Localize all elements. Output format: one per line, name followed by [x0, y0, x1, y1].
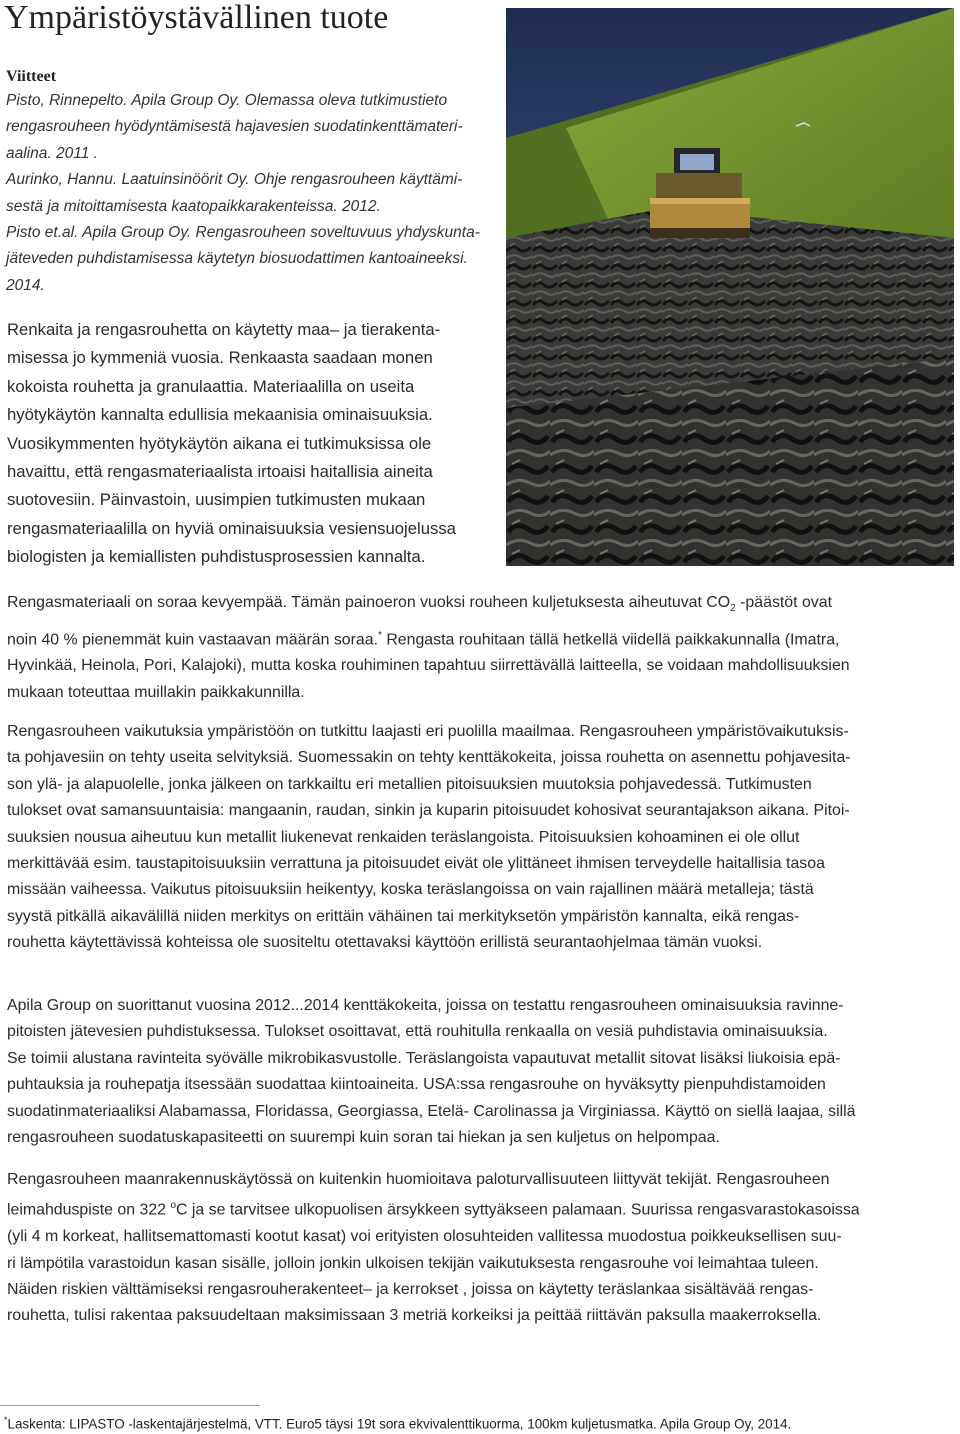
reference-item: Aurinko, Hannu. Laatuinsinöörit Oy. Ohje rengasrouheen käyttämi- sestä ja mitoittamisesta kaatopaikkarakenteissa. 2012. — [6, 171, 463, 215]
paragraph-field-tests: Apila Group on suorittanut vuosina 2012...2014 kenttäkokeita, joissa on testattu rengasrouheen ominaisuuksia ravinne- pitoisten jätevesien puhdistuksessa. Tulokset osoittavat, että rouhitulla renkaalla on vesiä puhdistavia ominaisuuksia. Se toimii alustana ravinteita syövälle mikrobikasvustolle. Teräslangoista vapautuvat metallit sitovat lisäksi liukoisia epä- puhtauksia ja rouhepatja itsessään suodattaa kiintoaineita. USA:ssa rengasrouhe on hyväksytty pienpuhdistamoiden suodatinmateriaaliksi Alabamassa, Floridassa, Georgiassa, Etelä- Carolinassa ja Virginiassa. Käyttö on siellä laajaa, sillä rengasrouheen suodatuskapasiteetti on suurempi kuin soran tai hiekan ja sen kuljetus on helpompaa. — [7, 997, 856, 1147]
paragraph-environmental-impact: Rengasrouheen vaikutuksia ympäristöön on tutkittu laajasti eri puolilla maailmaa. Rengasrouheen ympäristövaikutuksis- ta pohjavesiin on tehty useita selvityksiä. Suomessakin on tehty kenttäkokeita, joissa rouhetta on asennettu pohjavesita- son ylä- ja alapuolelle, jonka jälkeen on tarkkailtu eri metallien pitoisuuksien muutoksia pohjavedessä. Tutkimusten tulokset ovat samansuuntaisia: mangaanin, raudan, sinkin ja kuparin pitoisuudet kohosivat seurantajakson aikana. Pitoi- suuksien nousua aiheutuu kun metallit liukenevat renkaiden teräslangoista. Pitoisuuksien kohoaminen ei ole ollut merkittävää esim. taustapitoisuuksiin verrattuna ja pitoisuudet eivät ole ylittäneet ihmisen terveydelle haitallisia tasoa missään vaiheessa. Vaikutus pitoisuuksiin heikentyy, koska teräslangoissa on vain rajallinen määrä metalleja; tästä syystä pitkällä aikavälillä niiden merkitys on erittäin vähäinen tai merkityksetön ympäristön kannalta, eikä rengas- rouhetta käytettävissä kohteissa ole suositeltu otettavaksi käyttöön erillistä seurantaohjelmaa tämän vuoksi. — [7, 723, 851, 952]
reference-item: Pisto et.al. Apila Group Oy. Rengasrouheen soveltuvuus yhdyskunta- jäteveden puhdistamisessa käytetyn biosuodattimen kantoaineeksi. 2014. — [6, 224, 480, 294]
tire-shred-bulldozer-photo — [506, 8, 954, 566]
references-heading: Viitteet — [6, 68, 57, 85]
paragraph-lightweight: Rengasmateriaali on soraa kevyempää. Tämän painoeron vuoksi rouheen kuljetuksesta aiheutuvat $CO_2$ -päästöt ovat noin 40 % pienemmät kuin vastaavan määrän soraa.* Rengasta rouhitaan tällä hetkellä viidellä paikkakunnalla (Imatra, Hyvinkää, Heinola, Pori, Kalajoki), mutta koska rouhiminen tapahtuu siirrettävällä laitteella, se voidaan mahdollisuuksien mukaan toteuttaa muillakin paikkakunnilla. — [7, 594, 850, 701]
references-section — [6, 66, 502, 299]
paragraph-fire-safety: Rengasrouheen maanrakennuskäytössä on kuitenkin huomioitava paloturvallisuuteen liittyvät tekijät. Rengasrouheen leimahduspiste on 322 $^o$C ja se tarvitsee ulkopuolisen ärsykkeen syttyäkseen palamaan. Suurissa rengasvarastokasoissa (yli 4 m korkeat, hallitsemattomasti kootut kasat) voi erityisten olosuhteiden vallitessa muodostua poikkeuksellisen suu- ri lämpötila varastoidun kasan sisälle, jolloin jonkin ulkoisen tekijän vaikutuksesta rengasrouhe voi leimahtaa tuleen. Näiden riskien välttämiseksi rengasrouherakenteet– ja kerrokset , joissa on käytetty teräslankaa sisältävää rengas- rouhetta, tulisi rakentaa paksuudeltaan maksimissaan 3 metriä korkeiksi ja peittää riittävän paksulla maakerroksella. — [7, 1171, 860, 1325]
footnote-divider — [0, 1405, 260, 1406]
intro-paragraph: Renkaita ja rengasrouhetta on käytetty maa– ja tierakenta- misessa jo kymmeniä vuosia. Renkaasta saadaan monen kokoista rouhetta ja granulaattia. Materiaalilla on useita hyötykäytön kannalta edullisia mekaanisia ominaisuuksia. Vuosikymmenten hyötykäytön aikana ei tutkimuksissa ole havaittu, että rengasmateriaalista irtoaisi haitallisia aineita suotovesiin. Päinvastoin, uusimpien tutkimusten mukaan rengasmateriaalilla on hyviä ominaisuuksia vesiensuojelussa biologisten ja kemiallisten puhdistusprosessien kannalta. — [7, 320, 456, 567]
footnote: *Laskenta: LIPASTO -laskentajärjestelmä, VTT. Euro5 täysi 19t sora ekvivalenttikuorma, 100km kuljetusmatka. Apila Group Oy, 2014. — [4, 1415, 792, 1432]
reference-item: Pisto, Rinnepelto. Apila Group Oy. Olemassa oleva tutkimustieto rengasrouheen hyödyntämisestä hajavesien suodatinkenttämateri- aalina. 2011 . — [6, 92, 463, 162]
page-title: Ympäristöystävällinen tuote — [4, 0, 389, 36]
